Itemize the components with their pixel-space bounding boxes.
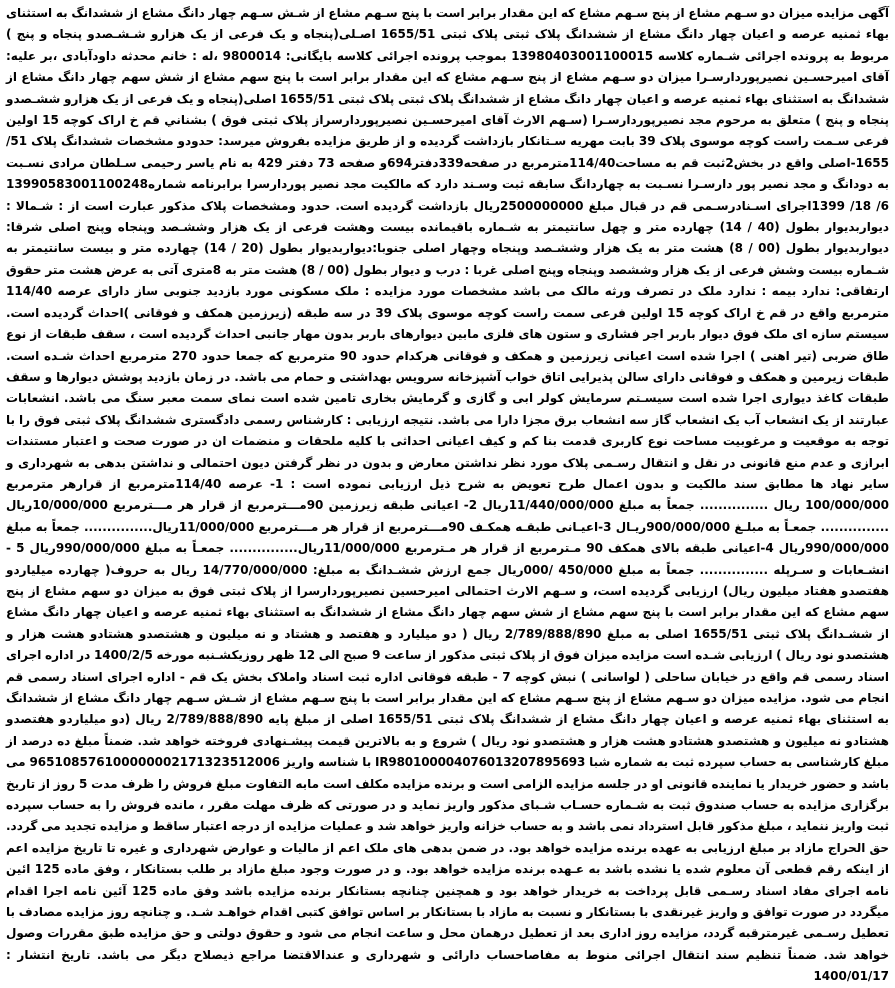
notice-body bbox=[6, 3, 889, 988]
publish-date-label: تاریخ انتشار : bbox=[6, 947, 91, 962]
notice-body-text: آگهی مزایده میزان دو سـهم مشاع از پنج سـهم مشاع که این مقدار برابر است با پنج سـهم مشاع از شـش سـهم چهار دانگ مشاع از ششدانگ به استثنای بهاء ثمنیه عرصه و اعیان چهار دانگ مشاع از ششدانگ پلاک ثبتی پلاک ثبتی 1655/51 اصـلی(پنجاه و یک فرعی از یک هزارو شـشـصدو پنجاه و پنج ) مربوط به پرونده اجرائی شـماره کلاسه 13980403001100015 بموجب پرونده اجرائی کلاسه بایگانی: 9800014 ،له : خانم محدثه داودآبادی ،بر علیه: آقای امیرحسـین نصیرپوردارسـرا میزان دو سـهم مشاع از پنج سـهم مشاع که این مقدار برابر است با پنج سهم مشاع از شش سهم چهار دانگ مشاع از ششدانگ به استثنای بهاء ثمنیه عرصه و اعیان چهار دانگ مشاع از ششدانگ پلاک ثبتی پلاک ثبتی 1655/51 اصلی(پنجاه و یک فرعی از یک هزارو ششـصدو پنجاه و پنج ) متعلق به مرحوم مجد نصیرپوردارسـرا (سـهم الارث آقای امیرحسـین نصیرپوردارسراز پلاک ثبتی فوق ) بشناني قم خ اراک کوچه 15 اولین فرعی سـمت راست کوچه موسوی پلاک 39 بابت مهریه سـتانکار بازداشت گردیده و از طریق مزایده بفروش میرسد: حدودو مشخصات ششدانگ پلاک 51/ 1655-اصلی واقع در بخش2ثبت قم به مساحت114/40مترمربع در صفحه339دفتر694و صفحه 73 دفتر 429 به نام یاسر رحیمی سـلطان مرادی نسـبت به دودانگ و مجد نصیر پور دارسـرا نسـبت به چهاردانگ سابقه ثبت وسـند دارد که مالکیت مجد نصیر پوردارسرا برابرنامه شماره13990583001100248 6/ 18/ 1399اجرای اسـنادرسـمی قم در قبال مبلغ 2500000000ریال بازداشت گردیده است. حدود ومشخصات پلاک مذکور عبارت است از : شـمالا : دیواربدیوار بطول (40 / 14) چهارده متر و چهل سانتیمتر به شـماره باقیمانده بیست وهشت فرعی از یک هزار وششـصد وپنجاه وپنج اصلی شرقا: دیواربدیوار بطول (00 / 8) هشت متر به یک هزار وششـصد وپنجاه وچهار اصلی جنوبا:دیواربدیوار بطول (20 / 14) چهارده متر و بیست سانتیمتر به شـماره بیست وشش فرعی از یک هزار وششصد وپنجاه وپنج اصلی غربا : درب و دیوار بطول (00 / 8) هشت متر به 8متری آتی به عرض هشت متر حقوق ارتفاقی: ندارد بیمه : ندارد ملک در تصرف ورثه مالک می باشد مشخصات مورد مزایده : ملک مسکونی مورد بازدید جنوبی ساز دارای عرصه 114/40 مترمربع واقع در قم خ اراک کوچه 15 اولین فرعی سمت راست کوچه موسوی پلاک 39 در سه طبقه (زیرزمین همکف و فوقانی )احداث گردیده است. سیستم سازه ای ملک فوق دیوار باربر اجر فشاری و ستون های فلزی مابین دیوارهای باربر بدون مهار جانبی احداث گردیده است ، سقف طبقات از نوع طاق ضربی (تیر اهنی ) اجرا شده است اعیانی زیرزمین و همکف و فوقانی هرکدام حدود 90 مترمربع که جمعا حدود 270 مترمربع احداث شـده است. طبقات زیرمین و همکف و فوقانی دارای سالن پذیرایی اتاق خواب آشپزخانه سرویس بهداشتی و حمام می باشد. در زمان بازدید پوشش دیوارها و سقف طبقات کاغذ دیواری اجرا شده است سیسـتم سرمایش کولر ابی و گازی و گرمایش بخاری تامین شده است نمای سمت معبر سنگ می باشد. انشعابات عبارتند از یک انشعاب آب یک انشعاب گاز سه انشعاب برق مجزا دارا می باشد. نتیجه ارزیابی : کارشناس رسمی دادگستری ششدانگ پلاک ثبتی فوق را با توجه به موقعیت و مرغوبیت مساحت نوع کاربری قدمت بنا کم و کیف اعیانی احداثی با کلیه ملحقات و منضمات ان در صورت صحت و اعتبار مستندات ابرازی و عدم منع قانونی در نقل و انتقال رسـمی پلاک مورد نظر نداشتن معارض و بدون در نظر گرفتن دیون احتمالی و نداشتن بدهی به شهرداری و سایر نهاد ها مطابق سند مالکیت و بدون اعمال طرح تعویض به شرح ذیل ارزیابی نموده است : 1- عرصه 114/40مترمربع از قرارهر مترمربع 100/000/000 ریال ............... جمعاً به مبلغ 11/440/000/000ریال 2- اعیانی طبقه زیرزمین 90مـــترمربع از قرار هر مـــترمربع 10/000/000ریال ............... جمعـاً به مبلـغ 900/000/000ریـال 3-اعیـانی طبقـه همکـف 90مـــترمربع از قرار هر مـــترمربع 11/000/000ریال............... جمعاً به مبلغ 990/000/000ریال 4-اعیانی طبقه بالای همکف 90 مـترمربع از قرار هر مـترمربع 11/000/000ریال............... جمعـاً به مبلغ 990/000/000ریال 5 - انشـعابات و سـرپله ............... جمعاً به مبلغ 450/000 /000ریال جمع ارزش ششـدانگ به مبلغ: 14/770/000/000 ریال به حروف( چهارده میلیاردو هفتصدو هفتاد میلیون ریال) ارزیابی گردیده است، و سـهم الارث احتمالی امیرحسین نصیرپوردارسرا از پلاک ثبتی فوق به میزان دو سهم مشاع از پنج سهم مشاع که این مقدار برابر است با پنج سهم مشاع از شش سهم چهار دانگ مشاع از ششدانگ به استثنای بهاء ثمنیه عرصه و اعیان چهار دانگ مشاع از ششـدانگ پلاک ثبتی 1655/51 اصلی به مبلغ 2/789/888/890 ریال ( دو میلیارد و هفتصد و هشتاد و نه میلیون و هشتصدو هشتادو هشت هزار و هشتصدو نود ریال ) ارزیابی شـده است مزایده میزان فوق از پلاک ثبتی مذکور از ساعت 9 صبح الی 12 ظهر روزیکشـنبه مورخه 1400/2/5 در اداره اجرای اسناد رسمی قم واقع در خیابان ساحلی ( لواسانی ) نبش کوچه 7 - طبقه فوقانی اداره ثبت اسناد واملاک بخش یک قم - اداره اجرای اسناد رسمی قم انجام می شود. مزایده میزان دو سـهم مشاع از پنج سـهم مشاع که این مقدار برابر است با پنج سـهم مشاع از شـش سـهم چهار دانگ مشاع از ششدانگ به استثنای بهاء ثمنیه عرصه و اعیان چهار دانگ مشاع از ششدانگ پلاک ثبتی 1655/51 اصلی از مبلغ پایه 2/789/888/890 ریال (دو میلیاردو هفتصدو هشتادو نه میلیون و هشتصدو هشتادو هشت هزار و هشتصدو نود ریال ) شروع و به بالاترین قیمت پیشـنهادی فروخته خواهد شد. ضمناً مبلغ ده درصد از مبلغ کارشناسی به حساب سپرده ثبت به شماره شبا IR980100004076013207895693 با شناسه واریز 965108576100000002171323512006 می باشد و حضور خریدار یا نماینده قانونی او در جلسه مزایده الزامی است و برنده مزایده مکلف است مابه التفاوت مبلغ فروش را ظرف مدت 5 روز از تاریخ برگزاری مزایده به حساب صندوق ثبت به شـماره حسـاب شـبای مذکور واریز نماید و در صورتی که ظرف مهلت مقرر ، مانده فروش را به حساب سپرده ثبت واریز ننماید ، مبلغ مذکور قابل استرداد نمی باشد و به حساب خزانه واریز خواهد شد و عملیات مزایده از درجه اعتبار ساقط و مزایده تجدید می گردد. حق الحراج مازاد بر مبلغ ارزیابی به عهده برنده مزایده خواهد بود. در ضمن بدهی های ملک اعم از مالیات و عوارض شهرداری و غیره تا تاریخ مزایده اعم از اینکه رقم قطعی آن معلوم شده یا نشده باشد به عـهده برنده مزایده خواهد بود. و در صورت وجود مبلغ مازاد بر طلب بستانکار ، وفق ماده 125 ائین نامه اجرای مفاد اسناد رسـمی قابل پرداخت به خریدار خواهد بود و همچنین چنانچه بستانکار برنده مزایده باشد وفق ماده 125 آئین نامه اجرا اقدام میگردد در صورت توافق و واریز غیرنقدی با بستانکار و نسبت به مازاد با بستانکار بر اساس توافق کتبی اقدام خواهـد شـد. و چنانچه روز مزایده مصادف با تعطیل رسـمی غیرمترقبه گردد، مزایده روز اداری بعد از تعطیل درهمان محل و ساعت انجام می شود و حقوق دولتی و حق مزایده طبق مقررات وصول خواهد شد. ضمناً تنظیم سند انتقال اجرائی منوط به مفاصاحساب دارائی و شهرداری و عندالاقتضا مراجع ذیصلاح دیگر می باشد. bbox=[6, 6, 890, 962]
publish-date: 1400/01/17 bbox=[813, 969, 889, 984]
